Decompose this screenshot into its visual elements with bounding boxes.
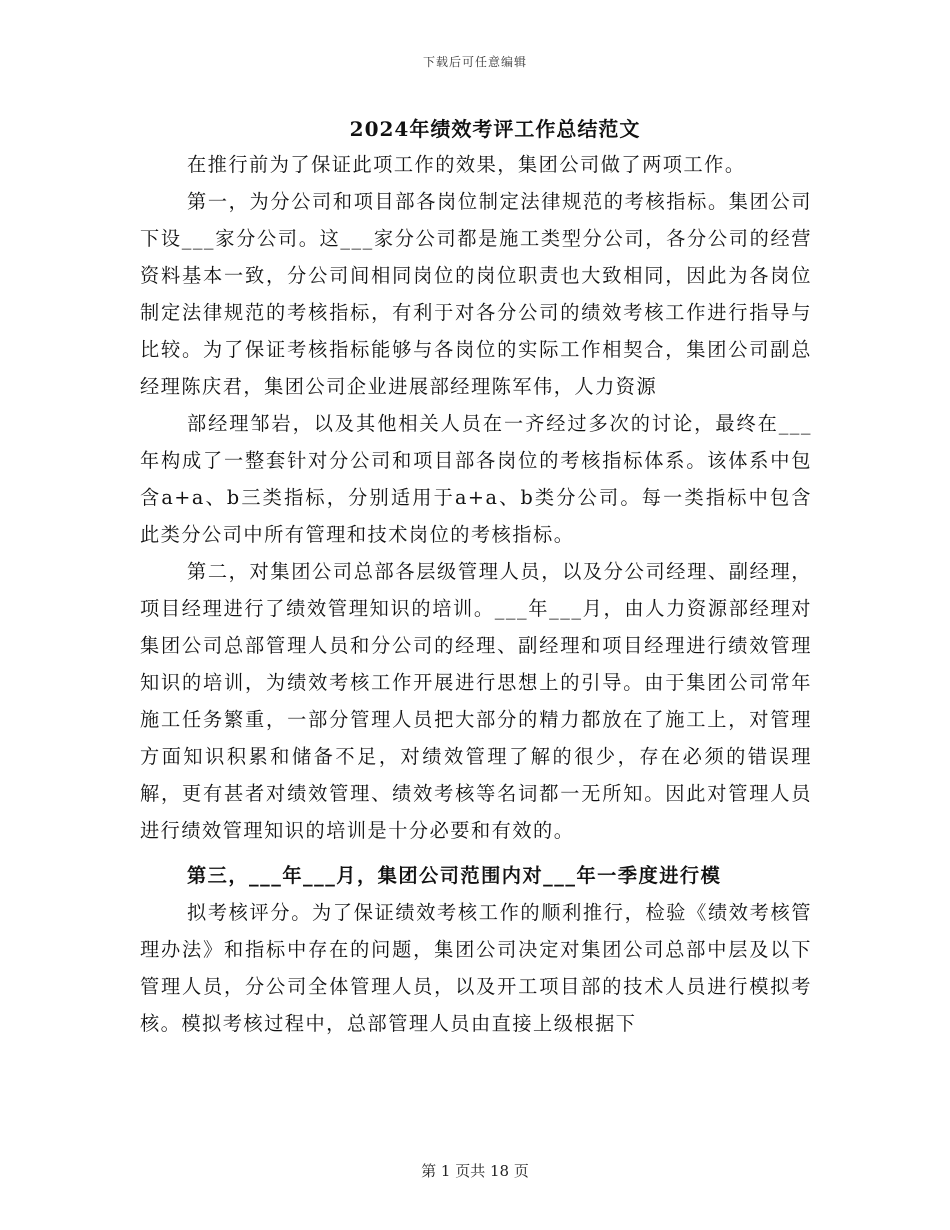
paragraph-second-item: 第二，对集团公司总部各层级管理人员，以及分公司经理、副经理，项目经理进行了绩效管理知识的培训。___年___月，由人力资源部经理对集团公司总部管理人员和分公司的经理、副经理和项目经理进行绩效管理知识的培训，为绩效考核工作开展进行思想上的引导。由于集团公司常年施工任务繁重，一部分管理人员把大部分的精力都放在了施工上，对管理方面知识积累和储备不足，对绩效管理了解的很少，存在必须的错误理解，更有甚者对绩效管理、绩效考核等名词都一无所知。因此对管理人员进行绩效管理知识的培训是十分必要和有效的。 xyxy=(140,560,812,842)
paragraph-third-item: 拟考核评分。为了保证绩效考核工作的顺利推行，检验《绩效考核管理办法》和指标中存在的问题，集团公司决定对集团公司总部中层及以下管理人员，分公司全体管理人员，以及开工项目部的技术人员进行模拟考核。模拟考核过程中，总部管理人员由直接上级根据下 xyxy=(140,901,812,1035)
paragraph-intro: 在推行前为了保证此项工作的效果，集团公司做了两项工作。 xyxy=(187,153,746,176)
paragraph-first-item-continued: 部经理邹岩，以及其他相关人员在一齐经过多次的讨论，最终在___年构成了一整套针对分公司和项目部各岗位的考核指标体系。该体系中包含a+a、b三类指标，分别适用于a+a、b类分公司。每一类指标中包含此类分公司中所有管理和技术岗位的考核指标。 xyxy=(140,412,812,546)
document-body xyxy=(140,146,812,1042)
page-number-footer: 第 1 页共 18 页 xyxy=(421,1162,529,1180)
paragraph-third-item-heading: 第三，___年___月，集团公司范围内对___年一季度进行模 xyxy=(187,864,722,887)
page-header: 下载后可任意编辑 xyxy=(422,55,527,69)
document-title: 2024年绩效考评工作总结范文 xyxy=(349,117,641,141)
paragraph-first-item: 第一，为分公司和项目部各岗位制定法律规范的考核指标。集团公司下设___家分公司。这___家分公司都是施工类型分公司，各分公司的经营资料基本一致，分公司间相同岗位的岗位职责也大致相同，因此为各岗位制定法律规范的考核指标，有利于对各分公司的绩效考核工作进行指导与比较。为了保证考核指标能够与各岗位的实际工作相契合，集团公司副总经理陈庆君，集团公司企业进展部经理陈军伟，人力资源 xyxy=(140,190,812,398)
